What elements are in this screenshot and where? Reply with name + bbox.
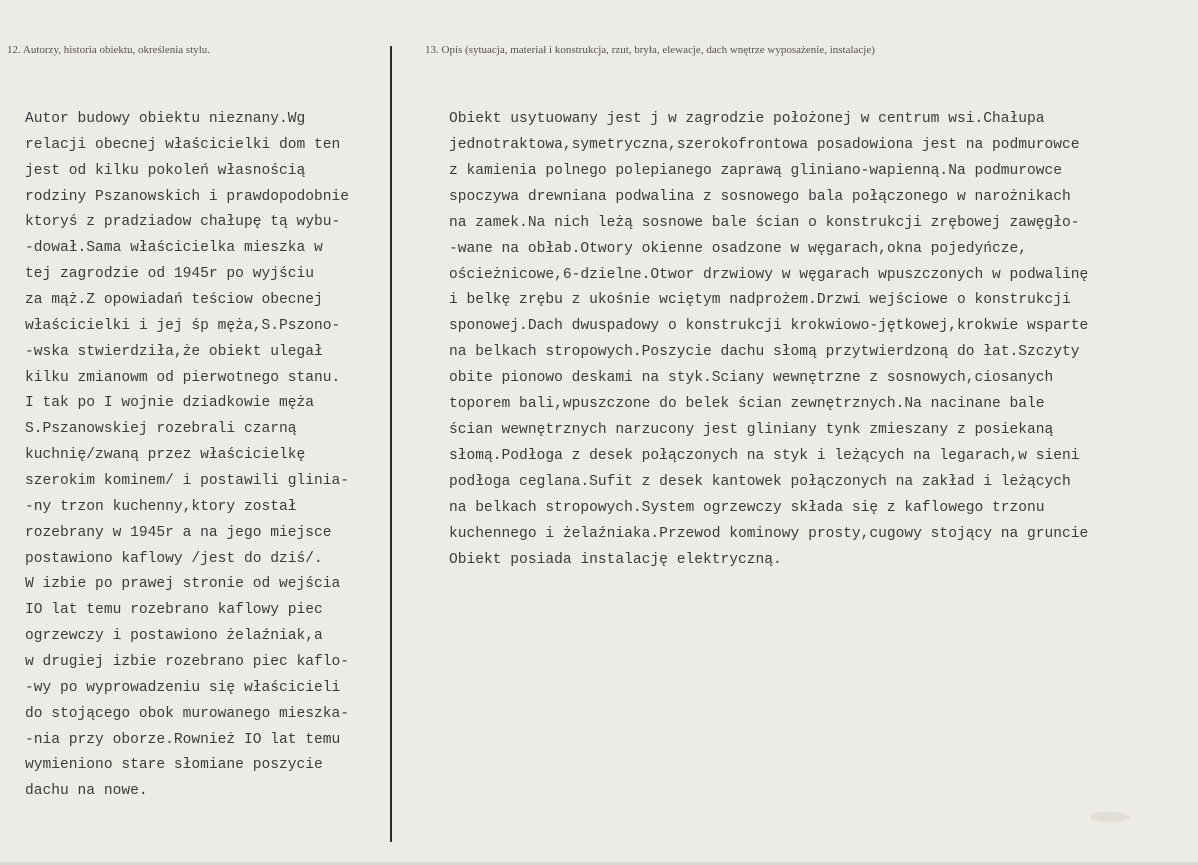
description-line: Obiekt usytuowany jest j w zagrodzie położonej w centrum wsi.Chałupa: [449, 111, 1045, 127]
history-line: do stojącego obok murowanego mieszka-: [25, 705, 350, 722]
history-line: ogrzewczy i postawiono żelaźniak,a: [25, 628, 323, 645]
description-line: ścian wewnętrznych narzucony jest gliniany tynk zmieszany z posiekaną: [449, 422, 1054, 439]
description-line: jednotraktowa,symetryczna,szerokofrontowa posadowiona jest na podmurowce: [449, 136, 1080, 153]
description-line: sponowej.Dach dwuspadowy o konstrukcji krokwiowo-jętkowej,krokwie wsparte: [449, 318, 1089, 335]
history-line: tej zagrodzie od 1945r po wyjściu: [25, 266, 315, 283]
history-line: dachu na nowe.: [25, 783, 148, 800]
description-line: Obiekt posiada instalację elektryczną.: [449, 551, 782, 568]
history-line: -ny trzon kuchenny,ktory został: [25, 498, 297, 515]
history-line: postawiono kaflowy /jest do dziś/.: [25, 550, 323, 567]
description-line: podłoga ceglana.Sufit z desek kantowek połączonych na zakład i leżących: [449, 473, 1071, 490]
column-divider: [390, 46, 392, 842]
description-line: z kamienia polnego polepianego zaprawą gliniano-wapienną.Na podmurowce: [449, 162, 1063, 179]
history-line: W izbie po prawej stronie od wejścia: [25, 576, 341, 593]
section-13-header: 13. Opis (sytuacja, materiał i konstrukcja, rzut, bryła, elewacje, dach wnętrze wyposażenie, instalacje): [425, 44, 875, 56]
history-line: IO lat temu rozebrano kaflowy piec: [25, 602, 323, 619]
description-line: spoczywa drewniana podwalina z sosnowego bala połączonego w narożnikach: [449, 188, 1071, 205]
history-line: za mąż.Z opowiadań teściow obecnej: [25, 292, 323, 309]
history-line: S.Pszanowskiej rozebrali czarną: [25, 421, 297, 438]
history-line: -dował.Sama właścicielka mieszka w: [25, 240, 323, 257]
description-line: i belkę zrębu z ukośnie wciętym nadprożem.Drzwi wejściowe o konstrukcji: [449, 292, 1071, 309]
history-line: -wska stwierdziła,że obiekt ulegał: [25, 343, 323, 360]
paper-stain: [1090, 812, 1130, 822]
history-line: -nia przy oborze.Rownież IO lat temu: [25, 731, 341, 748]
description-line: kuchennego i żelaźniaka.Przewod kominowy prosty,cugowy stojący na gruncie: [449, 525, 1089, 542]
description-line: obite pionowo deskami na styk.Sciany wewnętrzne z sosnowych,ciosanych: [449, 370, 1054, 387]
description-line: na belkach stropowych.Poszycie dachu słomą przytwierdzoną do łat.Szczyty: [449, 344, 1080, 361]
history-line: właścicielki i jej śp męża,S.Pszono-: [25, 317, 341, 334]
history-line: kuchnię/zwaną przez właścicielkę: [25, 447, 306, 464]
history-line: -wy po wyprowadzeniu się właścicieli: [25, 679, 341, 696]
history-line: rozebrany w 1945r a na jego miejsce: [25, 524, 332, 541]
history-line: w drugiej izbie rozebrano piec kaflo-: [25, 654, 350, 671]
description-line: na zamek.Na nich leżą sosnowe bale ścian o konstrukcji zrębowej zawęgło-: [449, 214, 1080, 231]
history-line: szerokim kominem/ i postawili glinia-: [25, 473, 350, 490]
history-line: I tak po I wojnie dziadkowie męża: [25, 395, 315, 412]
history-line: jest od kilku pokoleń własnością: [25, 162, 306, 179]
description-text: [449, 107, 1088, 574]
history-line: ktoryś z pradziadow chałupę tą wybu-: [25, 214, 341, 231]
history-line: rodziny Pszanowskich i prawdopodobnie: [25, 188, 350, 205]
description-line: ościeżnicowe,6-dzielne.Otwor drzwiowy w węgarach wpuszczonych w podwalinę: [449, 266, 1089, 283]
description-line: -wane na obłab.Otwory okienne osadzone w węgarach,okna pojedyńcze,: [449, 240, 1028, 257]
history-text: [25, 107, 349, 805]
history-line: Autor budowy obiektu nieznany.Wg: [25, 111, 306, 127]
section-12-header: 12. Autorzy, historia obiektu, określenia stylu.: [7, 44, 211, 56]
description-line: słomą.Podłoga z desek połączonych na styk i leżących na legarach,w sieni: [449, 447, 1080, 464]
description-line: toporem bali,wpuszczone do belek ścian zewnętrznych.Na nacinane bale: [449, 396, 1045, 413]
history-line: wymieniono stare słomiane poszycie: [25, 757, 323, 774]
history-line: kilku zmianowm od pierwotnego stanu.: [25, 369, 341, 386]
history-line: relacji obecnej właścicielki dom ten: [25, 136, 341, 153]
description-line: na belkach stropowych.System ogrzewczy składa się z kaflowego trzonu: [449, 499, 1045, 516]
